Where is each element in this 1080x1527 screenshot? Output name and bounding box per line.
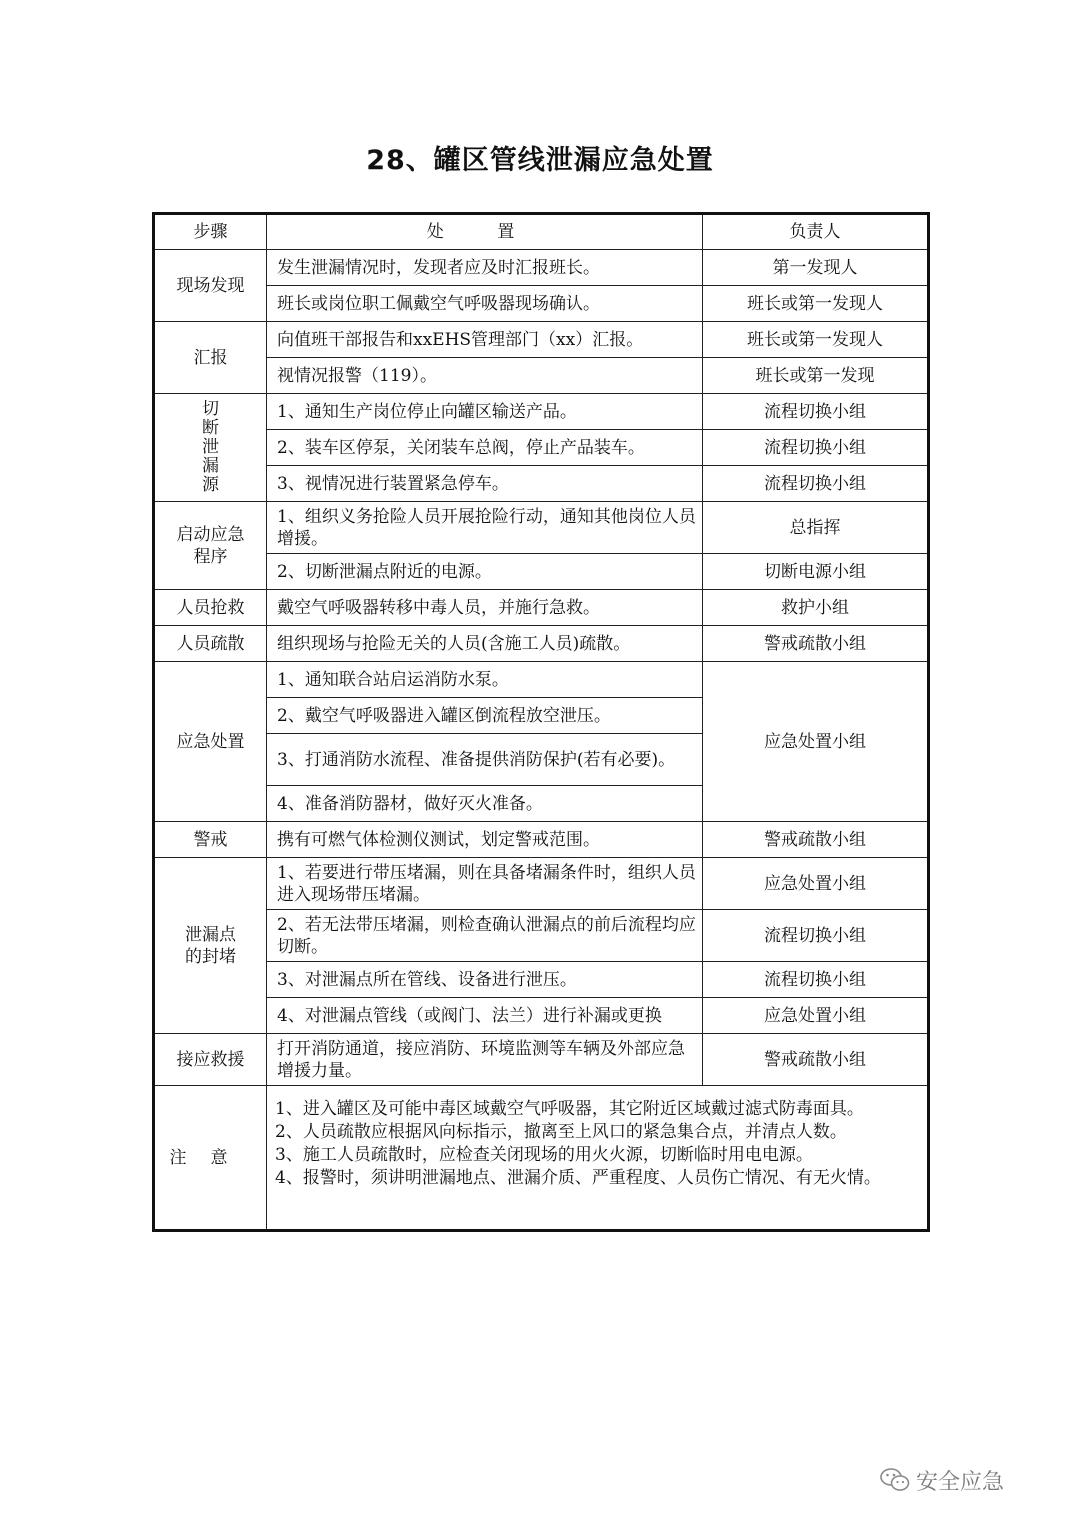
step-cell: 接应救援 bbox=[154, 1034, 267, 1086]
action-cell: 携有可燃气体检测仪测试，划定警戒范围。 bbox=[267, 822, 703, 858]
action-cell: 向值班干部报告和xxEHS管理部门（xx）汇报。 bbox=[267, 322, 703, 358]
responsible-cell: 流程切换小组 bbox=[703, 962, 929, 998]
action-cell: 1、组织义务抢险人员开展抢险行动，通知其他岗位人员增援。 bbox=[267, 502, 703, 554]
header-step: 步骤 bbox=[154, 214, 267, 250]
wechat-icon bbox=[880, 1467, 910, 1493]
notes-row bbox=[154, 1086, 929, 1231]
emergency-procedure-table bbox=[152, 212, 930, 1232]
step-cell: 汇报 bbox=[154, 322, 267, 394]
responsible-cell: 班长或第一发现人 bbox=[703, 322, 929, 358]
notes-label-cell bbox=[154, 1086, 267, 1231]
table-row bbox=[154, 1034, 929, 1086]
action-cell: 2、戴空气呼吸器进入罐区倒流程放空泄压。 bbox=[267, 698, 703, 734]
responsible-cell: 应急处置小组 bbox=[703, 662, 929, 822]
responsible-cell: 班长或第一发现人 bbox=[703, 286, 929, 322]
table-row bbox=[154, 822, 929, 858]
note-item: 4、报警时，须讲明泄漏地点、泄漏介质、严重程度、人员伤亡情况、有无火情。 bbox=[275, 1168, 881, 1188]
step-cell: 人员抢救 bbox=[154, 590, 267, 626]
watermark bbox=[880, 1460, 1060, 1500]
table-row bbox=[154, 394, 929, 430]
action-cell: 1、通知生产岗位停止向罐区输送产品。 bbox=[267, 394, 703, 430]
table-row bbox=[154, 466, 929, 502]
responsible-cell: 第一发现人 bbox=[703, 250, 929, 286]
responsible-cell: 警戒疏散小组 bbox=[703, 1034, 929, 1086]
action-cell: 2、装车区停泵，关闭装车总阀，停止产品装车。 bbox=[267, 430, 703, 466]
header-action bbox=[267, 214, 703, 250]
step-cell: 警戒 bbox=[154, 822, 267, 858]
table-row bbox=[154, 998, 929, 1034]
table-row bbox=[154, 910, 929, 962]
step-cell bbox=[154, 394, 267, 502]
notes-label: 注意 bbox=[169, 1147, 252, 1168]
action-cell: 3、打通消防水流程、准备提供消防保护(若有必要)。 bbox=[267, 734, 703, 786]
table-row bbox=[154, 626, 929, 662]
responsible-cell: 总指挥 bbox=[703, 502, 929, 554]
watermark-text: 安全应急 bbox=[916, 1469, 1005, 1495]
responsible-cell: 警戒疏散小组 bbox=[703, 626, 929, 662]
action-cell: 3、对泄漏点所在管线、设备进行泄压。 bbox=[267, 962, 703, 998]
responsible-cell: 流程切换小组 bbox=[703, 910, 929, 962]
table-row bbox=[154, 322, 929, 358]
action-cell: 4、准备消防器材，做好灭火准备。 bbox=[267, 786, 703, 822]
table-row bbox=[154, 590, 929, 626]
notes-content-cell bbox=[267, 1086, 929, 1231]
action-cell: 班长或岗位职工佩戴空气呼吸器现场确认。 bbox=[267, 286, 703, 322]
step-cell: 启动应急程序 bbox=[154, 502, 267, 590]
step-cell: 应急处置 bbox=[154, 662, 267, 822]
table-row bbox=[154, 858, 929, 910]
table-row bbox=[154, 962, 929, 998]
responsible-cell: 切断电源小组 bbox=[703, 554, 929, 590]
note-item: 1、进入罐区及可能中毒区域戴空气呼吸器，其它附近区域戴过滤式防毒面具。 bbox=[275, 1099, 864, 1119]
responsible-cell: 流程切换小组 bbox=[703, 394, 929, 430]
responsible-cell: 班长或第一发现 bbox=[703, 358, 929, 394]
note-item: 3、施工人员疏散时，应检查关闭现场的用火火源，切断临时用电电源。 bbox=[275, 1145, 813, 1165]
table-row bbox=[154, 662, 929, 698]
responsible-cell: 救护小组 bbox=[703, 590, 929, 626]
step-cell: 人员疏散 bbox=[154, 626, 267, 662]
header-responsible: 负责人 bbox=[703, 214, 929, 250]
action-cell: 2、切断泄漏点附近的电源。 bbox=[267, 554, 703, 590]
table-row bbox=[154, 430, 929, 466]
action-cell: 3、视情况进行装置紧急停车。 bbox=[267, 466, 703, 502]
responsible-cell: 应急处置小组 bbox=[703, 998, 929, 1034]
document-title: 28、罐区管线泄漏应急处置 bbox=[366, 145, 714, 176]
responsible-cell: 流程切换小组 bbox=[703, 466, 929, 502]
step-cell: 现场发现 bbox=[154, 250, 267, 322]
table-row bbox=[154, 358, 929, 394]
table-header-row bbox=[154, 214, 929, 250]
action-cell: 打开消防通道，接应消防、环境监测等车辆及外部应急增援力量。 bbox=[267, 1034, 703, 1086]
note-item: 2、人员疏散应根据风向标指示，撤离至上风口的紧急集合点，并清点人数。 bbox=[275, 1122, 847, 1142]
action-cell: 1、通知联合站启运消防水泵。 bbox=[267, 662, 703, 698]
responsible-cell: 流程切换小组 bbox=[703, 430, 929, 466]
action-cell: 组织现场与抢险无关的人员(含施工人员)疏散。 bbox=[267, 626, 703, 662]
responsible-cell: 警戒疏散小组 bbox=[703, 822, 929, 858]
action-cell: 1、若要进行带压堵漏，则在具备堵漏条件时，组织人员进入现场带压堵漏。 bbox=[267, 858, 703, 910]
action-text-clipped: 4、对泄漏点管线（或阀门、法兰）进行补漏或更换 bbox=[277, 1005, 662, 1026]
action-cell: 戴空气呼吸器转移中毒人员，并施行急救。 bbox=[267, 590, 703, 626]
header-action-label: 处 置 bbox=[426, 222, 539, 242]
action-cell: 视情况报警（119）。 bbox=[267, 358, 703, 394]
action-cell bbox=[267, 998, 703, 1034]
table-row bbox=[154, 554, 929, 590]
table-row bbox=[154, 286, 929, 322]
action-cell: 2、若无法带压堵漏，则检查确认泄漏点的前后流程均应切断。 bbox=[267, 910, 703, 962]
step-cell: 泄漏点的封堵 bbox=[154, 858, 267, 1034]
action-cell: 发生泄漏情况时，发现者应及时汇报班长。 bbox=[267, 250, 703, 286]
step-label-vertical: 切断泄漏源 bbox=[202, 398, 219, 495]
responsible-cell: 应急处置小组 bbox=[703, 858, 929, 910]
table-row bbox=[154, 502, 929, 554]
table-row bbox=[154, 250, 929, 286]
